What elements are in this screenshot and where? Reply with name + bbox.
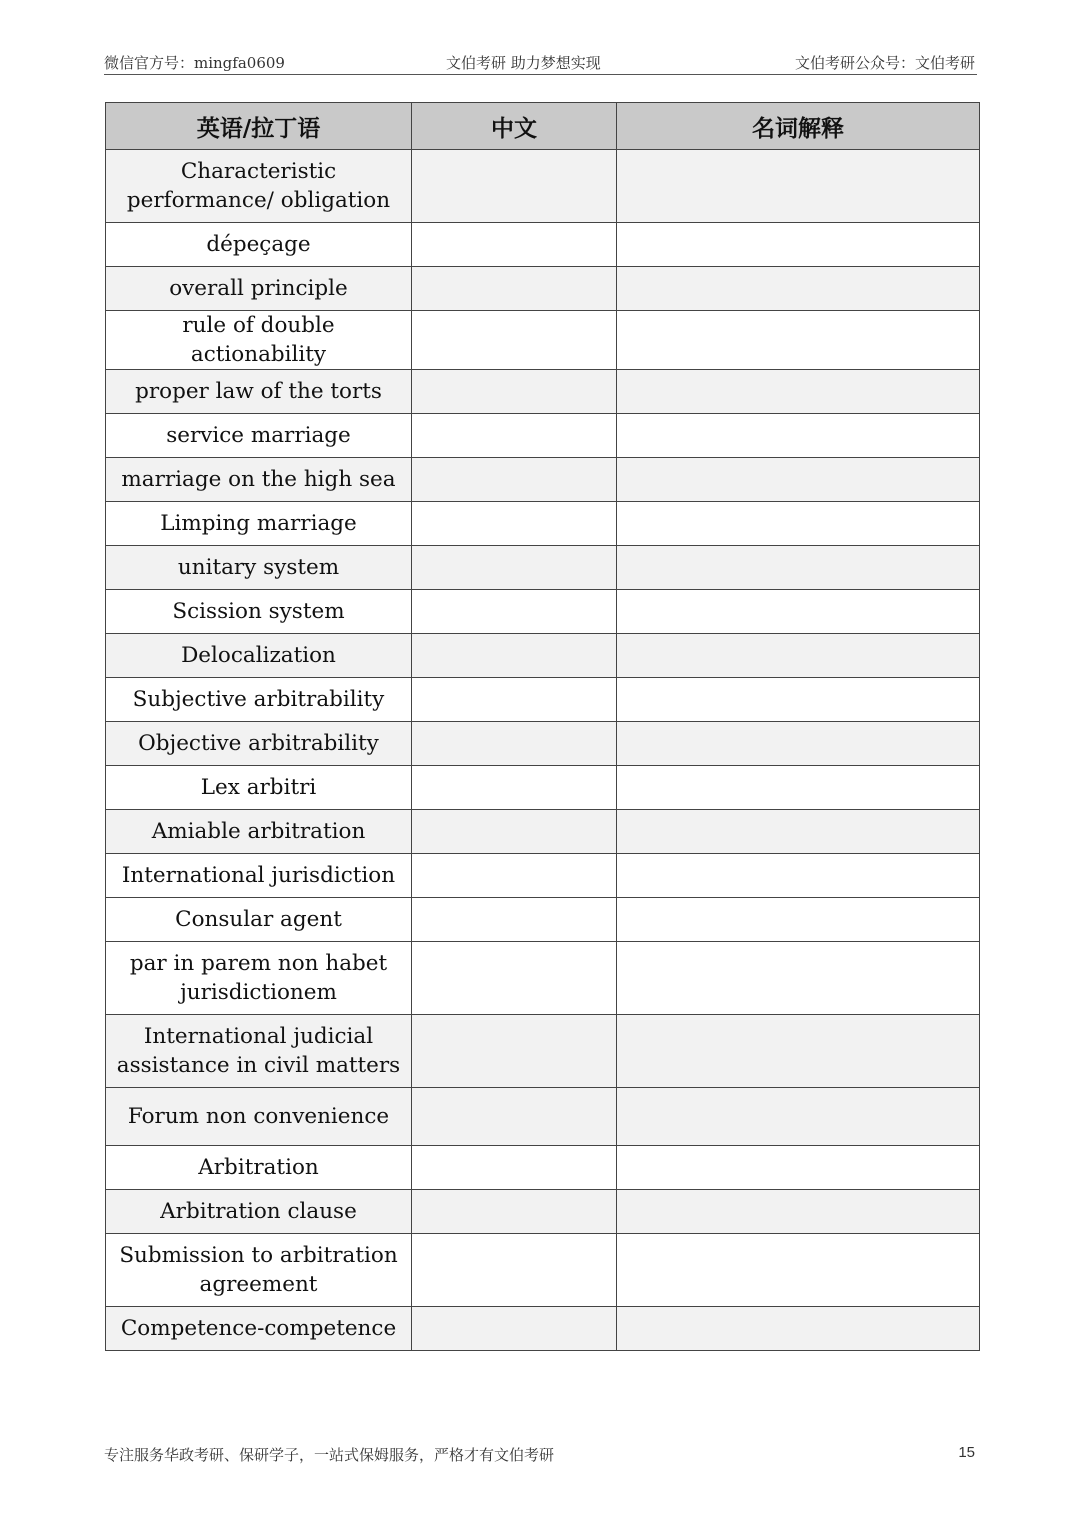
term-cell: Arbitration clause [106, 1190, 412, 1234]
definition-cell [617, 722, 980, 766]
definition-cell [617, 1015, 980, 1088]
term-cell: Arbitration [106, 1146, 412, 1190]
chinese-cell [412, 1088, 617, 1146]
term-cell: Subjective arbitrability [106, 678, 412, 722]
chinese-cell [412, 766, 617, 810]
definition-cell [617, 854, 980, 898]
definition-cell [617, 267, 980, 311]
table-row [106, 1088, 980, 1146]
term-cell: Lex arbitri [106, 766, 412, 810]
chinese-cell [412, 942, 617, 1015]
definition-cell [617, 546, 980, 590]
chinese-cell [412, 1307, 617, 1351]
table-row [106, 634, 980, 678]
definition-cell [617, 634, 980, 678]
table-row [106, 223, 980, 267]
page-footer [104, 1442, 977, 1466]
table-row [106, 458, 980, 502]
chinese-cell [412, 678, 617, 722]
chinese-cell [412, 590, 617, 634]
definition-cell [617, 1307, 980, 1351]
term-cell: International judicial assistance in civil matters [106, 1015, 412, 1088]
chinese-cell [412, 854, 617, 898]
footer-slogan: 专注服务华政考研、保研学子，一站式保姆服务，严格才有文伯考研 [104, 1446, 555, 1464]
definition-cell [617, 1234, 980, 1307]
term-cell: Submission to arbitration agreement [106, 1234, 412, 1307]
chinese-cell [412, 898, 617, 942]
chinese-cell [412, 267, 617, 311]
table-row [106, 1015, 980, 1088]
chinese-cell [412, 634, 617, 678]
table-row [106, 414, 980, 458]
definition-cell [617, 810, 980, 854]
term-cell: rule of double actionability [106, 311, 412, 370]
header-public-account: 文伯考研公众号：文伯考研 [794, 54, 975, 72]
table-row [106, 1146, 980, 1190]
chinese-cell [412, 1234, 617, 1307]
table-row [106, 766, 980, 810]
term-cell: Delocalization [106, 634, 412, 678]
chinese-cell [412, 810, 617, 854]
term-cell: Forum non convenience [106, 1088, 412, 1146]
chinese-cell [412, 722, 617, 766]
table-row [106, 1307, 980, 1351]
term-cell: Limping marriage [106, 502, 412, 546]
chinese-cell [412, 546, 617, 590]
table-row [106, 1234, 980, 1307]
table-row [106, 678, 980, 722]
definition-cell [617, 942, 980, 1015]
definition-cell [617, 898, 980, 942]
term-cell: proper law of the torts [106, 370, 412, 414]
chinese-cell [412, 414, 617, 458]
page-number: 15 [958, 1444, 975, 1461]
table-row [106, 267, 980, 311]
table-row [106, 810, 980, 854]
term-cell: Amiable arbitration [106, 810, 412, 854]
term-cell: marriage on the high sea [106, 458, 412, 502]
table-row [106, 150, 980, 223]
column-header-chinese: 中文 [412, 103, 617, 150]
term-cell: overall principle [106, 267, 412, 311]
table-row [106, 898, 980, 942]
chinese-cell [412, 502, 617, 546]
header-wechat-id: 微信官方号：mingfa0609 [104, 54, 285, 72]
definition-cell [617, 678, 980, 722]
definition-cell [617, 502, 980, 546]
table-row [106, 942, 980, 1015]
term-cell: unitary system [106, 546, 412, 590]
chinese-cell [412, 458, 617, 502]
definition-cell [617, 150, 980, 223]
definition-cell [617, 1146, 980, 1190]
definition-cell [617, 370, 980, 414]
term-cell: dépeçage [106, 223, 412, 267]
table-row [106, 1190, 980, 1234]
term-cell: Objective arbitrability [106, 722, 412, 766]
definition-cell [617, 223, 980, 267]
column-header-term: 英语/拉丁语 [106, 103, 412, 150]
definition-cell [617, 1190, 980, 1234]
chinese-cell [412, 1015, 617, 1088]
table-header-row [106, 103, 980, 150]
table-row [106, 546, 980, 590]
definition-cell [617, 766, 980, 810]
column-header-definition: 名词解释 [617, 103, 980, 150]
definition-cell [617, 311, 980, 370]
chinese-cell [412, 1190, 617, 1234]
chinese-cell [412, 370, 617, 414]
table-row [106, 502, 980, 546]
term-cell: Consular agent [106, 898, 412, 942]
definition-cell [617, 414, 980, 458]
table-row [106, 311, 980, 370]
term-cell: Characteristic performance/ obligation [106, 150, 412, 223]
chinese-cell [412, 150, 617, 223]
table-row [106, 590, 980, 634]
term-cell: International jurisdiction [106, 854, 412, 898]
table-row [106, 854, 980, 898]
table-row [106, 722, 980, 766]
term-cell: Competence-competence [106, 1307, 412, 1351]
term-cell: service marriage [106, 414, 412, 458]
glossary-table [105, 102, 980, 1351]
term-cell: par in parem non habet jurisdictionem [106, 942, 412, 1015]
definition-cell [617, 1088, 980, 1146]
definition-cell [617, 590, 980, 634]
definition-cell [617, 458, 980, 502]
chinese-cell [412, 223, 617, 267]
chinese-cell [412, 311, 617, 370]
header-slogan: 文伯考研 助力梦想实现 [446, 54, 601, 72]
table-row [106, 370, 980, 414]
chinese-cell [412, 1146, 617, 1190]
page-header [104, 48, 977, 75]
term-cell: Scission system [106, 590, 412, 634]
